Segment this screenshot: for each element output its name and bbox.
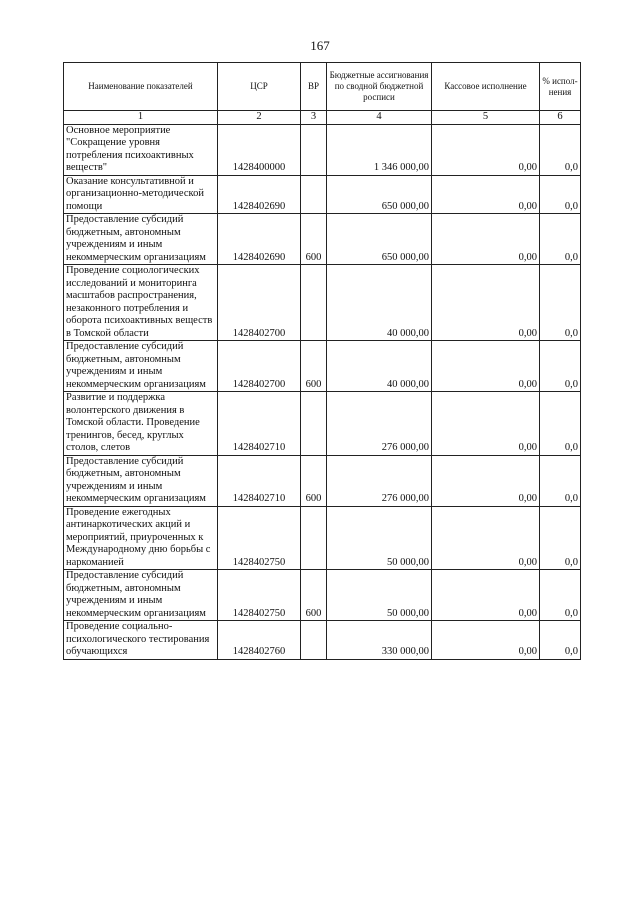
- row-name: Проведение социологических исследований и мониторинга масштабов распространения, незаконного потребления и оборота психоактивных веществ в Томской области: [64, 265, 218, 341]
- row-csr: 1428402710: [218, 455, 301, 506]
- row-cash: 0,00: [432, 621, 540, 660]
- row-budget: 1 346 000,00: [327, 124, 432, 175]
- budget-table: [63, 62, 581, 660]
- column-number-row: [64, 111, 581, 125]
- row-budget: 650 000,00: [327, 175, 432, 214]
- table-row: [64, 455, 581, 506]
- row-name: Предоставление субсидий бюджетным, автономным учреждениям и иным некоммерческим организациям: [64, 570, 218, 621]
- row-cash: 0,00: [432, 175, 540, 214]
- row-percent: 0,0: [540, 621, 581, 660]
- table-row: [64, 124, 581, 175]
- row-name: Оказание консультативной и организационно-методической помощи: [64, 175, 218, 214]
- row-csr: 1428400000: [218, 124, 301, 175]
- header-cash: Кассовое исполнение: [432, 63, 540, 111]
- table-row: [64, 570, 581, 621]
- row-cash: 0,00: [432, 214, 540, 265]
- row-name: Предоставление субсидий бюджетным, автономным учреждениям и иным некоммерческим организациям: [64, 455, 218, 506]
- row-percent: 0,0: [540, 124, 581, 175]
- row-vr: 600: [301, 341, 327, 392]
- page-number: 167: [310, 38, 330, 53]
- row-percent: 0,0: [540, 392, 581, 456]
- row-percent: 0,0: [540, 506, 581, 570]
- row-vr: [301, 124, 327, 175]
- row-cash: 0,00: [432, 392, 540, 456]
- column-number: 2: [218, 111, 301, 125]
- row-vr: 600: [301, 214, 327, 265]
- row-cash: 0,00: [432, 455, 540, 506]
- row-csr: 1428402700: [218, 265, 301, 341]
- table-row: [64, 265, 581, 341]
- row-percent: 0,0: [540, 455, 581, 506]
- row-name: Проведение ежегодных антинаркотических акций и мероприятий, приуроченных к Международному дню борьбы с наркоманией: [64, 506, 218, 570]
- row-percent: 0,0: [540, 341, 581, 392]
- table-row: [64, 392, 581, 456]
- table-row: [64, 506, 581, 570]
- table-row: [64, 341, 581, 392]
- row-budget: 50 000,00: [327, 506, 432, 570]
- row-vr: [301, 392, 327, 456]
- row-budget: 276 000,00: [327, 392, 432, 456]
- row-percent: 0,0: [540, 570, 581, 621]
- row-vr: 600: [301, 455, 327, 506]
- row-vr: [301, 506, 327, 570]
- header-percent: % испол-нения: [540, 63, 581, 111]
- row-percent: 0,0: [540, 175, 581, 214]
- row-budget: 40 000,00: [327, 265, 432, 341]
- header-csr: ЦСР: [218, 63, 301, 111]
- row-csr: 1428402760: [218, 621, 301, 660]
- row-csr: 1428402750: [218, 506, 301, 570]
- row-percent: 0,0: [540, 265, 581, 341]
- row-name: Развитие и поддержка волонтерского движения в Томской области. Проведение тренингов, бесед, круглых столов, слетов: [64, 392, 218, 456]
- row-cash: 0,00: [432, 341, 540, 392]
- header-name: Наименование показателей: [64, 63, 218, 111]
- row-name: Основное мероприятие "Сокращение уровня потребления психоактивных веществ": [64, 124, 218, 175]
- header-row: [64, 63, 581, 111]
- row-cash: 0,00: [432, 124, 540, 175]
- row-name: Предоставление субсидий бюджетным, автономным учреждениям и иным некоммерческим организациям: [64, 341, 218, 392]
- row-budget: 276 000,00: [327, 455, 432, 506]
- row-vr: [301, 175, 327, 214]
- row-budget: 50 000,00: [327, 570, 432, 621]
- row-name: Предоставление субсидий бюджетным, автономным учреждениям и иным некоммерческим организациям: [64, 214, 218, 265]
- column-number: 1: [64, 111, 218, 125]
- row-budget: 650 000,00: [327, 214, 432, 265]
- column-number: 3: [301, 111, 327, 125]
- table-row: [64, 175, 581, 214]
- header-budget: Бюджетные ассигнования по сводной бюджетной росписи: [327, 63, 432, 111]
- row-cash: 0,00: [432, 506, 540, 570]
- table-row: [64, 214, 581, 265]
- column-number: 6: [540, 111, 581, 125]
- row-csr: 1428402710: [218, 392, 301, 456]
- row-vr: [301, 265, 327, 341]
- row-name: Проведение социально-психологического тестирования обучающихся: [64, 621, 218, 660]
- row-vr: 600: [301, 570, 327, 621]
- column-number: 4: [327, 111, 432, 125]
- column-number: 5: [432, 111, 540, 125]
- row-csr: 1428402700: [218, 341, 301, 392]
- row-vr: [301, 621, 327, 660]
- row-cash: 0,00: [432, 570, 540, 621]
- table-row: [64, 621, 581, 660]
- header-vr: ВР: [301, 63, 327, 111]
- row-csr: 1428402690: [218, 175, 301, 214]
- row-cash: 0,00: [432, 265, 540, 341]
- row-budget: 40 000,00: [327, 341, 432, 392]
- row-budget: 330 000,00: [327, 621, 432, 660]
- row-csr: 1428402750: [218, 570, 301, 621]
- row-percent: 0,0: [540, 214, 581, 265]
- row-csr: 1428402690: [218, 214, 301, 265]
